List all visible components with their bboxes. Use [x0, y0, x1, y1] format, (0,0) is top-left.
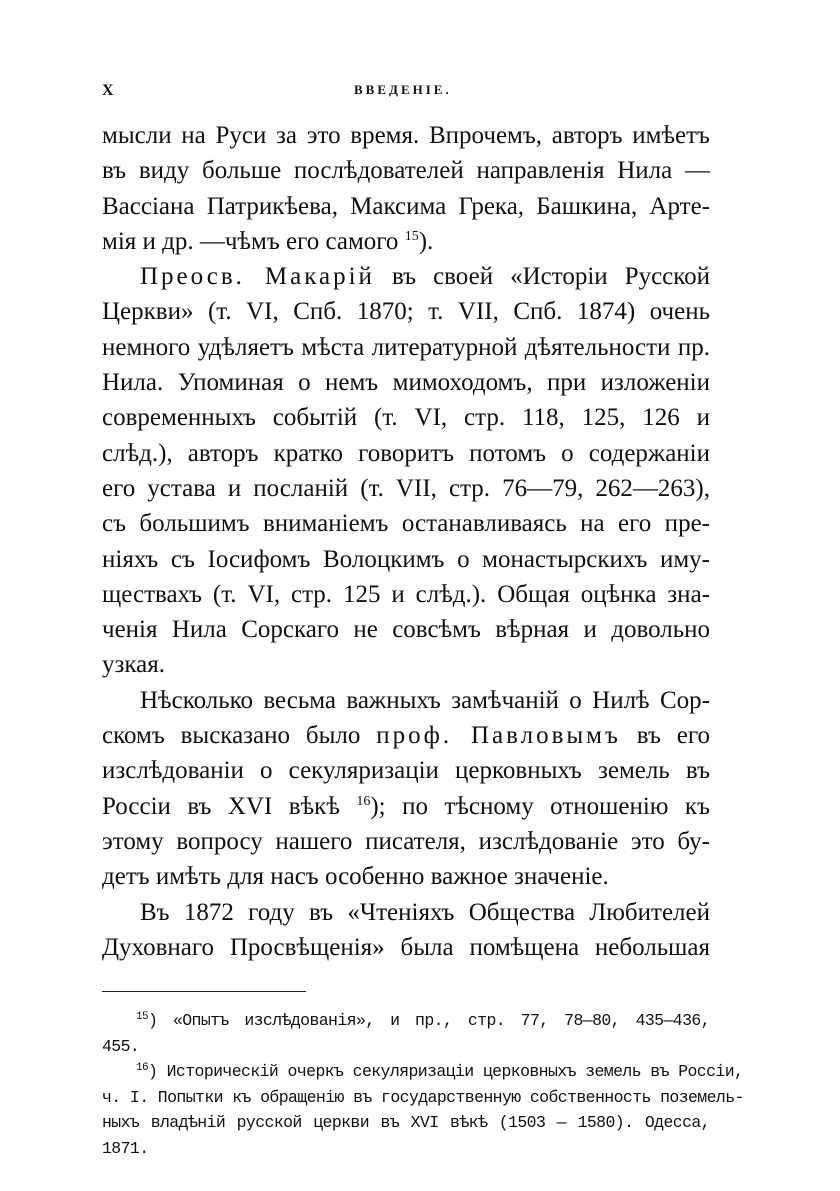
text-line [102, 259, 710, 294]
footnotes [102, 1008, 744, 1161]
text-line: мысли на Руси за это время. Впрочемъ, авторъ имѣетъ [102, 122, 710, 149]
text-line: детъ имѣть для насъ особенно важное значеніе. [102, 863, 609, 891]
footnote-16 [102, 1059, 744, 1161]
paragraph-4 [102, 895, 710, 966]
text-line: немного удѣляетъ мѣста литературной дѣятельности пр. [102, 333, 710, 361]
line-text: ) Историческій очеркъ секуляризаціи церковныхъ земель въ Россіи, [148, 1062, 744, 1082]
text-line [102, 789, 710, 824]
text-line: съ большимъ вниманіемъ останавливаясь на его пре- [102, 510, 710, 538]
footnote-separator [102, 991, 306, 992]
body-text [102, 118, 710, 965]
text-line: ніяхъ съ Іосифомъ Волоцкимъ о монастырскихъ иму- [102, 545, 710, 573]
footnote-line: ныхъ владѣній русской церкви въ XVI вѣкѣ (1503 — 1580). Одесса, [102, 1113, 710, 1133]
book-page [102, 82, 744, 1161]
spaced-author-name: Преосв. Макарій [140, 263, 375, 291]
paragraph-3 [102, 683, 710, 895]
paragraph-2 [102, 259, 710, 683]
running-head: ВВЕДЕНІЕ. [354, 82, 452, 97]
footnote-line: 1871. [102, 1138, 149, 1158]
footnote-line: 455. [102, 1036, 140, 1056]
line-text: Россіи въ XVI вѣкѣ [102, 792, 340, 820]
footnote-ref-15[interactable]: 15 [404, 228, 419, 244]
text-line: Вассіана Патрикѣева, Максима Грека, Башкина, Арте- [102, 192, 710, 220]
text-line: узкая. [102, 651, 165, 679]
text-line: ченія Нила Сорскаго не совсѣмъ вѣрная и довольно [102, 616, 710, 644]
line-text: скомъ высказано было [102, 722, 361, 750]
page-header [102, 82, 710, 104]
footnote-15 [102, 1008, 710, 1059]
footnote-number: 15 [136, 1011, 149, 1024]
text-line: Церкви» (т. VI, Спб. 1870; т. VII, Спб. 1874) очень [102, 298, 710, 326]
text-line: ществахъ (т. VI, стр. 125 и слѣд.). Общая оцѣнка зна- [102, 580, 710, 608]
text-line: Духовнаго Просвѣщенія» была помѣщена небольшая [102, 933, 710, 961]
footnote-number: 16 [136, 1062, 149, 1075]
text-line: изслѣдованіи о секуляризаціи церковныхъ земель въ [102, 757, 710, 785]
footnote-ref-16[interactable]: 16 [356, 793, 371, 809]
line-text: въ его [636, 722, 711, 750]
text-line: его устава и посланій (т. VII, стр. 76—79, 262—263), [102, 474, 710, 502]
footnote-line [102, 1008, 710, 1034]
text-line: Нила. Упоминая о немъ мимоходомъ, при изложеніи [102, 369, 710, 397]
line-text: ) «Опытъ изслѣдованія», и пр., стр. 77, 78—80, 435—436, [148, 1011, 710, 1031]
footnote-line: ч. I. Попытки къ обращенію въ государственную собственность поземель- [102, 1087, 744, 1107]
text-line [102, 224, 710, 259]
footnote-line [102, 1059, 744, 1085]
paragraph-1 [102, 118, 710, 259]
line-tail: ). [418, 227, 434, 255]
text-line: въ виду больше послѣдователей направленія Нила — [102, 157, 710, 185]
spaced-author-name: проф. Павловымъ [376, 722, 621, 750]
text-line: Въ 1872 году въ «Чтеніяхъ Общества Любителей [140, 898, 710, 926]
text-line: этому вопросу нашего писателя, изслѣдованіе это бу- [102, 827, 710, 855]
line-text: въ своей «Исторіи Русской [391, 263, 711, 291]
text-line: слѣд.), авторъ кратко говоритъ потомъ о содержаніи [102, 439, 710, 467]
line-text: мія и др. —чѣмъ его самого [102, 227, 399, 255]
page-number: X [102, 82, 114, 99]
text-line: современныхъ событій (т. VI, стр. 118, 125, 126 и [102, 404, 710, 432]
text-line [102, 718, 710, 753]
line-text: ); по тѣсному отношенію къ [370, 792, 711, 820]
text-line: Нѣсколько весьма важныхъ замѣчаній о Нилѣ Сор- [140, 686, 710, 714]
